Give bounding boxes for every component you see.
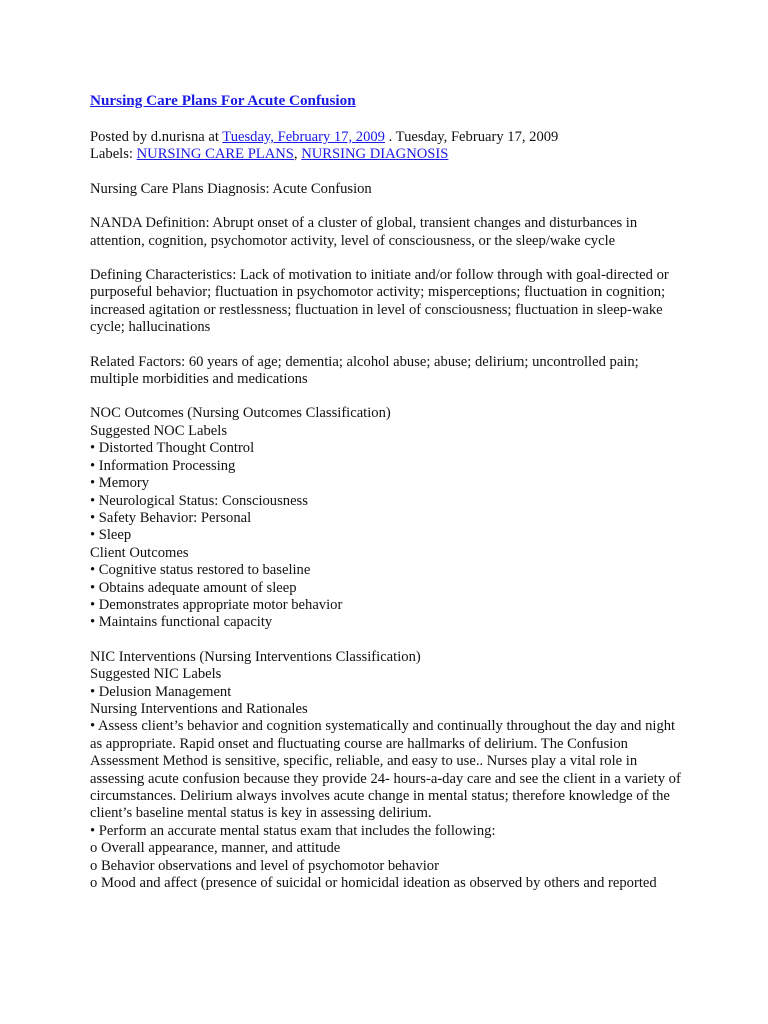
exam-item: o Behavior observations and level of psychomotor behavior bbox=[90, 857, 439, 874]
noc-label-item: • Distorted Thought Control bbox=[90, 440, 255, 457]
defining-characteristics: Defining Characteristics: Lack of motivation to initiate and/or follow through with goal-directed or purposeful behavior; fluctuation in psychomotor activity; misperceptions; fluctuation in cognition; increased agitation or restlessness; fluctuation in level of consciousness; fluctuation in sleep-wake cycle; hallucinations bbox=[90, 267, 669, 336]
client-outcome-item: • Maintains functional capacity bbox=[90, 614, 273, 631]
client-outcome-item: • Cognitive status restored to baseline bbox=[90, 562, 311, 579]
diagnosis-line: Nursing Care Plans Diagnosis: Acute Confusion bbox=[90, 180, 372, 197]
client-outcome-item: • Obtains adequate amount of sleep bbox=[90, 579, 297, 596]
noc-label-item: • Safety Behavior: Personal bbox=[90, 509, 252, 526]
post-meta-posted bbox=[90, 129, 690, 146]
post-date-link[interactable]: Tuesday, February 17, 2009 bbox=[222, 129, 385, 145]
exam-item: o Overall appearance, manner, and attitude bbox=[90, 840, 341, 857]
labels-separator: , bbox=[293, 146, 302, 163]
nic-heading: NIC Interventions (Nursing Interventions Classification) bbox=[90, 648, 421, 665]
related-factors: Related Factors: 60 years of age; dementia; alcohol abuse; abuse; delirium; uncontrolled pain; multiple morbidities and medications bbox=[90, 353, 639, 388]
posted-by-text: Posted by d.nurisna at bbox=[90, 129, 223, 145]
client-outcome-item: • Demonstrates appropriate motor behavior bbox=[90, 596, 343, 613]
rationales-heading: Nursing Interventions and Rationales bbox=[90, 700, 308, 717]
intervention-assess: • Assess client’s behavior and cognition systematically and continually throughout the day and night as appropriate. Rapid onset and fluctuating course are hallmarks of delirium. The Confusion Assessment Method is sensitive, specific, reliable, and easy to use.. Nurses play a vital role in assessing acute confusion because they provide 24- hours-a-day care and see the client in a variety of circumstances. Delirium always involves acute change in mental status; therefore knowledge of the client’s baseline mental status is key in assessing delirium. bbox=[90, 718, 681, 822]
label-link-nursing-care-plans[interactable]: NURSING CARE PLANS bbox=[136, 146, 294, 163]
label-link-nursing-diagnosis[interactable]: NURSING DIAGNOSIS bbox=[301, 146, 449, 163]
nanda-definition: NANDA Definition: Abrupt onset of a cluster of global, transient changes and disturbances in attention, cognition, psychomotor activity, level of consciousness, or the sleep/wake cycle bbox=[90, 215, 638, 249]
noc-label-item: • Information Processing bbox=[90, 457, 236, 474]
noc-label-item: • Neurological Status: Consciousness bbox=[90, 492, 308, 509]
client-outcomes-heading: Client Outcomes bbox=[90, 544, 189, 561]
noc-label-item: • Sleep bbox=[90, 527, 132, 544]
post-title-link[interactable]: Nursing Care Plans For Acute Confusion bbox=[90, 92, 356, 109]
nic-suggested-heading: Suggested NIC Labels bbox=[90, 666, 222, 683]
labels-prefix: Labels: bbox=[90, 146, 137, 163]
post-date-suffix: . Tuesday, February 17, 2009 bbox=[384, 129, 559, 145]
post-labels bbox=[90, 146, 690, 163]
noc-suggested-heading: Suggested NOC Labels bbox=[90, 422, 228, 439]
noc-heading: NOC Outcomes (Nursing Outcomes Classification) bbox=[90, 405, 391, 422]
nic-label-item: • Delusion Management bbox=[90, 683, 232, 700]
exam-item: o Mood and affect (presence of suicidal or homicidal ideation as observed by others and reported bbox=[90, 875, 657, 892]
intervention-exam: • Perform an accurate mental status exam that includes the following: bbox=[90, 822, 496, 839]
noc-label-item: • Memory bbox=[90, 475, 150, 492]
post-content bbox=[90, 92, 690, 892]
